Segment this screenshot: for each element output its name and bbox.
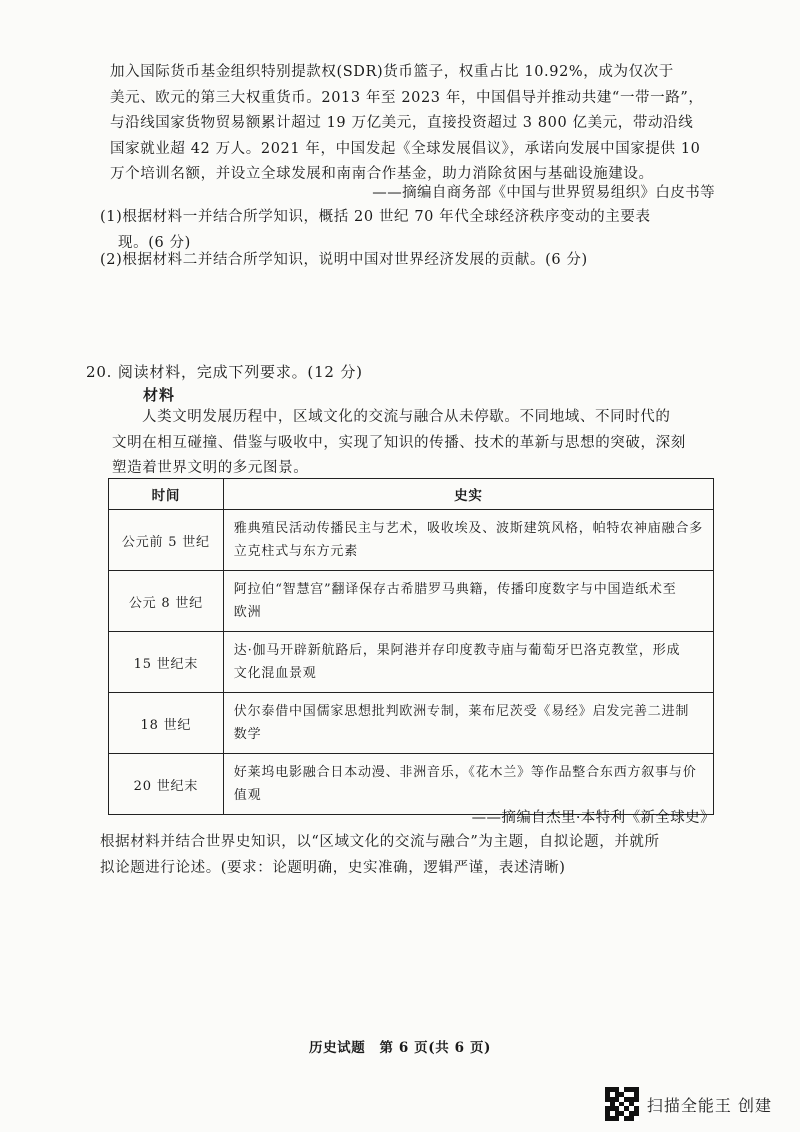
history-table — [108, 478, 714, 815]
material-label: 材料 — [143, 386, 176, 404]
material-line: 加入国际货币基金组织特别提款权(SDR)货币篮子，权重占比 10.92%，成为仅次于 — [110, 64, 674, 80]
qr-code-icon — [605, 1087, 639, 1121]
table-cell-time: 公元 8 世纪 — [109, 571, 224, 632]
material-line: 万个培训名额，并设立全球发展和南南合作基金，助力消除贫困与基础设施建设。 — [110, 166, 654, 182]
fact-line: 达·伽马开辟新航路后，果阿港并存印度教寺庙与葡萄牙巴洛克教堂，形成 — [233, 643, 681, 658]
fact-line: 数学 — [233, 727, 262, 742]
fact-line: 雅典殖民活动传播民主与艺术，吸收埃及、波斯建筑风格，帕特农神庙融合多 — [233, 521, 703, 536]
intro-line: 人类文明发展历程中，区域文化的交流与融合从未停歇。不同地域、不同时代的 — [142, 409, 671, 425]
material-two-text — [110, 60, 720, 188]
table-cell-fact — [223, 693, 713, 754]
table-header-time: 时间 — [109, 479, 224, 510]
fact-line: 好莱坞电影融合日本动漫、非洲音乐，《花木兰》等作品整合东西方叙事与价 — [233, 765, 697, 780]
fact-line: 阿拉伯“智慧宫”翻译保存古希腊罗马典籍，传播印度数字与中国造纸术至 — [233, 582, 677, 597]
table-cell-fact — [223, 510, 713, 571]
material-line: 与沿线国家货物贸易额累计超过 19 万亿美元，直接投资超过 3 800 亿美元，带动沿线 — [110, 115, 694, 131]
page-footer: 历史试题 第 6 页(共 6 页) — [308, 1040, 492, 1056]
table-cell-fact — [223, 632, 713, 693]
intro-line: 塑造着世界文明的多元图景。 — [112, 460, 309, 476]
table-cell-time: 18 世纪 — [109, 693, 224, 754]
question-line: (1)根据材料一并结合所学知识，概括 20 世纪 70 年代全球经济秩序变动的主要表 — [100, 209, 651, 225]
fact-line: 伏尔泰借中国儒家思想批判欧洲专制，莱布尼茨受《易经》启发完善二进制 — [233, 704, 690, 719]
fact-line: 值观 — [233, 788, 262, 803]
scanner-watermark — [605, 1087, 772, 1121]
table-row — [109, 632, 714, 693]
table-source: ——摘编自杰里·本特利《新全球史》 — [471, 810, 715, 826]
table-row — [109, 571, 714, 632]
task-line: 拟论题进行论述。(要求：论题明确，史实准确，逻辑严谨，表述清晰) — [100, 859, 566, 876]
question-20-heading: 20. 阅读材料，完成下列要求。(12 分) — [86, 363, 363, 381]
table-cell-fact — [223, 571, 713, 632]
table-row — [109, 510, 714, 571]
table-cell-time: 15 世纪末 — [109, 632, 224, 693]
fact-line: 欧洲 — [233, 605, 262, 620]
question-line: (2)根据材料二并结合所学知识，说明中国对世界经济发展的贡献。(6 分) — [100, 252, 588, 268]
material-two-source: ——摘编自商务部《中国与世界贸易组织》白皮书等 — [372, 185, 715, 201]
question-20-task — [100, 830, 740, 881]
table-header-fact: 史实 — [223, 479, 713, 510]
fact-line: 文化混血景观 — [233, 666, 317, 681]
question-20-intro — [112, 405, 722, 482]
table-row — [109, 693, 714, 754]
table-cell-time: 公元前 5 世纪 — [109, 510, 224, 571]
intro-line: 文明在相互碰撞、借鉴与吸收中，实现了知识的传播、技术的革新与思想的突破，深刻 — [112, 434, 686, 451]
table-cell-time: 20 世纪末 — [109, 754, 224, 815]
scanner-text: 扫描全能王 创建 — [646, 1095, 772, 1115]
task-line: 根据材料并结合世界史知识，以“区域文化的交流与融合”为主题，自拟论题，并就所 — [100, 834, 660, 850]
material-line: 美元、欧元的第三大权重货币。2013 年至 2023 年，中国倡导并推动共建“一带一路”， — [110, 89, 704, 106]
fact-line: 立克柱式与东方元素 — [233, 544, 358, 559]
material-line: 国家就业超 42 万人。2021 年，中国发起《全球发展倡议》，承诺向发展中国家提供 10 — [110, 140, 701, 157]
question-line: 现。(6 分) — [118, 235, 191, 251]
question-19-2 — [100, 247, 730, 273]
